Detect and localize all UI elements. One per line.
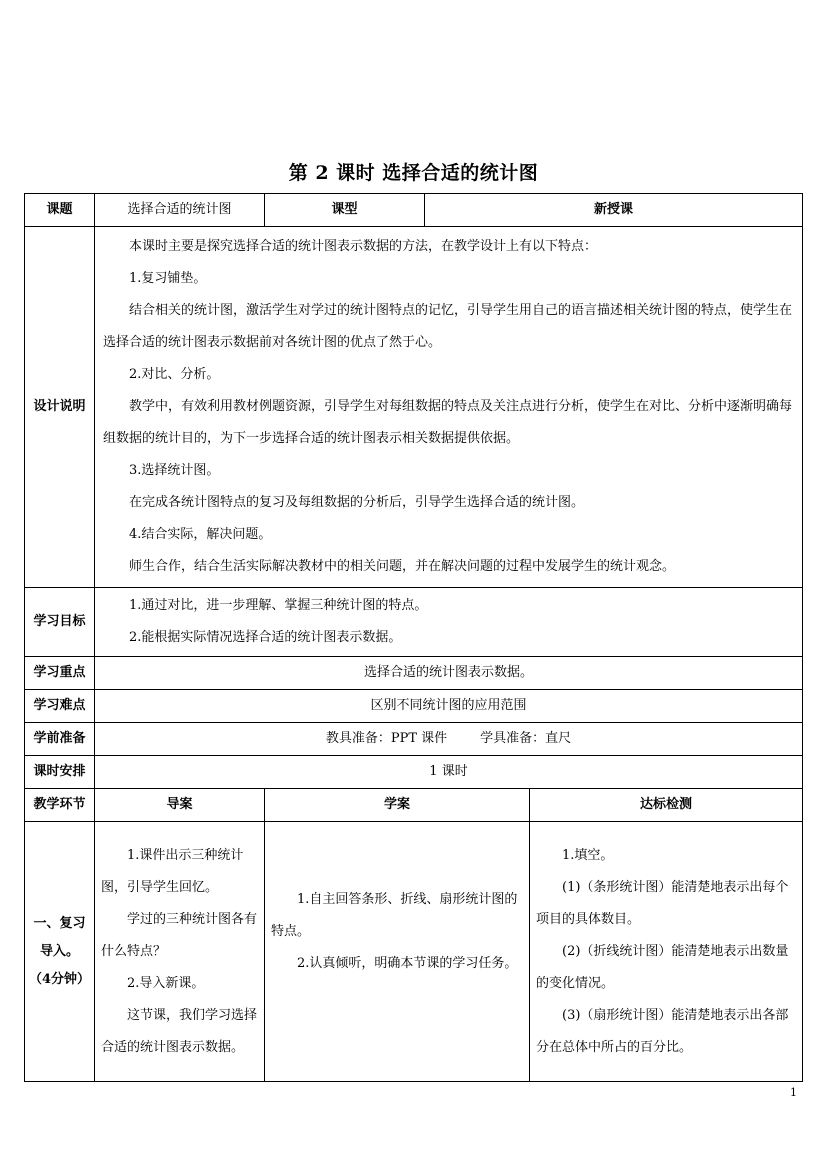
column-stage-header: 教学环节 [25, 789, 95, 822]
design-paragraph: 1.复习铺垫。 [129, 271, 207, 286]
design-label: 设计说明 [25, 227, 95, 588]
stage1-name-line: 一、复习 [33, 915, 86, 931]
difficulty-value: 区别不同统计图的应用范围 [95, 690, 803, 723]
type-label: 课型 [265, 194, 425, 227]
design-paragraph: 4.结合实际，解决问题。 [129, 527, 272, 542]
goals-label: 学习目标 [25, 588, 95, 657]
column-test-header: 达标检测 [530, 789, 803, 822]
test-item: (2)（折线统计图）能清楚地表示出数量的变化情况。 [536, 943, 789, 991]
test-item: (3)（扇形统计图）能清楚地表示出各部分在总体中所占的百分比。 [536, 1007, 789, 1055]
topic-row [25, 194, 803, 227]
test-item: (1)（条形统计图）能清楚地表示出每个项目的具体数目。 [536, 879, 789, 927]
stage1-test [530, 822, 803, 1082]
goals-content [95, 588, 803, 657]
column-study-header: 学案 [265, 789, 530, 822]
stage1-name [25, 822, 95, 1082]
design-content [95, 227, 803, 588]
type-value: 新授课 [425, 194, 803, 227]
difficulty-row [25, 690, 803, 723]
key-point-value: 选择合适的统计图表示数据。 [95, 657, 803, 690]
test-item: 1.填空。 [562, 847, 614, 863]
page-title: 第 2 课时 选择合适的统计图 [288, 162, 539, 184]
design-paragraph: 在完成各统计图特点的复习及每组数据的分析后，引导学生选择合适的统计图。 [129, 495, 585, 510]
design-paragraph: 3.选择统计图。 [129, 463, 220, 478]
schedule-value: 1 课时 [95, 756, 803, 789]
topic-label: 课题 [25, 194, 95, 227]
key-point-label: 学习重点 [25, 657, 95, 690]
page-number: 1 [790, 1086, 797, 1099]
lesson-plan-table [24, 193, 803, 1082]
stage1-name-line: （4分钟） [28, 971, 91, 987]
schedule-row [25, 756, 803, 789]
design-paragraph: 本课时主要是探究选择合适的统计图表示数据的方法，在教学设计上有以下特点： [129, 239, 598, 254]
guide-item: 2.导入新课。 [127, 975, 205, 991]
preparation-label: 学前准备 [25, 723, 95, 756]
goals-row [25, 588, 803, 657]
design-row [25, 227, 803, 588]
schedule-label: 课时安排 [25, 756, 95, 789]
design-paragraph: 教学中，有效利用教材例题资源，引导学生对每组数据的特点及关注点进行分析，使学生在对比、分析中逐渐明确每组数据的统计目的，为下一步选择合适的统计图表示相关数据提供依据。 [103, 399, 793, 446]
goal-item: 1.通过对比，进一步理解、掌握三种统计图的特点。 [129, 598, 428, 613]
preparation-row [25, 723, 803, 756]
guide-item: 学过的三种统计图各有什么特点？ [101, 911, 258, 959]
topic-value: 选择合适的统计图 [95, 194, 265, 227]
stage1-study [265, 822, 530, 1082]
column-guide-header: 导案 [95, 789, 265, 822]
key-point-row [25, 657, 803, 690]
design-paragraph: 2.对比、分析。 [129, 367, 220, 382]
preparation-value: 教具准备：PPT 课件 学具准备：直尺 [95, 723, 803, 756]
stage1-row [25, 822, 803, 1082]
stage1-guide [95, 822, 265, 1082]
design-paragraph: 师生合作，结合生活实际解决教材中的相关问题，并在解决问题的过程中发展学生的统计观念。 [129, 559, 676, 574]
guide-item: 这节课，我们学习选择合适的统计图表示数据。 [101, 1007, 258, 1055]
study-item: 1.自主回答条形、折线、扇形统计图的特点。 [271, 892, 518, 939]
difficulty-label: 学习难点 [25, 690, 95, 723]
stage1-name-line: 导入。 [39, 943, 79, 959]
goal-item: 2.能根据实际情况选择合适的统计图表示数据。 [129, 630, 402, 645]
column-header-row [25, 789, 803, 822]
design-paragraph: 结合相关的统计图，激活学生对学过的统计图特点的记忆，引导学生用自己的语言描述相关统计图的特点，使学生在选择合适的统计图表示数据前对各统计图的优点了然于心。 [103, 303, 793, 350]
guide-item: 1.课件出示三种统计图，引导学生回忆。 [101, 847, 244, 895]
study-item: 2.认真倾听，明确本节课的学习任务。 [297, 956, 518, 971]
